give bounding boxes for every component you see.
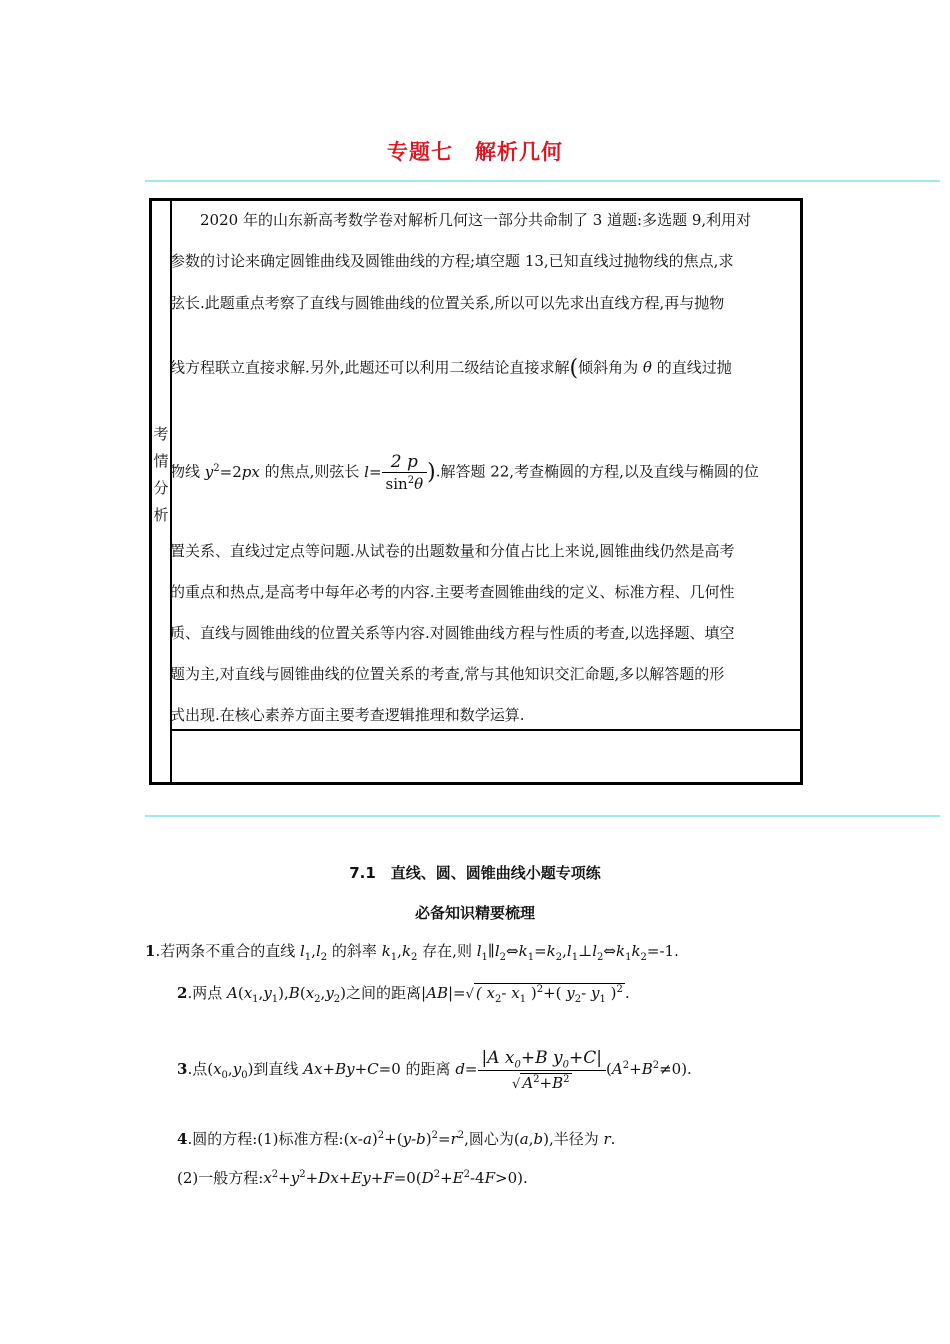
analysis-line: 的重点和热点,是高考中每年必考的内容.主要考查圆锥曲线的定义、标准方程、几何性 [170,583,735,601]
label-char: 析 [153,506,169,524]
knowledge-item-2: 2.两点 $A(x_1,y_1),B(x_2,y_2)$之间的距离|AB|=√ ( $x_2-$ $x_1$ )$^2$+( $y_2-$ $y_1$ )$^2$ . [177,984,630,1005]
analysis-text: .解答题 22,考查椭圆的方程,以及直线与椭圆的位 [435,462,759,481]
analysis-text: 的焦点,则弦长 [259,462,365,481]
label-char: 情 [153,452,169,470]
analysis-text: 倾斜角为 [578,358,639,377]
analysis-line: 2020 年的山东新高考数学卷对解析几何这一部分共命制了 3 道题:多选题 9,利用对 [200,211,752,229]
divider-bottom [145,815,940,817]
section-heading: 7.1 直线、圆、圆锥曲线小题专项练 [349,864,601,882]
analysis-label [152,421,170,529]
analysis-text: 的直线过抛 [656,358,732,377]
paren-close: ) [427,460,436,485]
knowledge-item-5: (2)一般方程$:x^2+y^2+Dx+Ey+F=0(D^2+E^2-4F>0)$. [177,1169,528,1187]
knowledge-item-3: 3.点$(x_0,y_0)$到直线 Ax+By+C=0 的距离 d= $\frac{|A x_0+B y_0+C|}{√ A^2+B^2}$ $(A^2+B^2\ne 0)$. [177,1048,692,1093]
analysis-line: 参数的讨论来确定圆锥曲线及圆锥曲线的方程;填空题 13,已知直线过抛物线的焦点,求 [170,252,734,270]
analysis-text: 物线 [170,462,205,481]
analysis-line: 置关系、直线过定点等问题.从试卷的出题数量和分值占比上来说,圆锥曲线仍然是高考 [170,542,735,560]
analysis-line: 题为主,对直线与圆锥曲线的位置关系的考查,常与其他知识交汇命题,多以解答题的形 [170,665,725,683]
box-row-divider [170,729,800,731]
formula-parabola: $y^2=2px$ [204,462,260,481]
label-char: 考 [153,425,169,443]
page-title: 专题七 解析几何 [387,140,563,164]
section-subheading: 必备知识精要梳理 [414,904,535,922]
formula-chord: l= $\frac{2 p}{\sin^2\theta}$ [364,463,427,481]
analysis-line: 弦长.此题重点考察了直线与圆锥曲线的位置关系,所以可以先求出直线方程,再与抛物 [170,294,725,312]
paren-open: ( [569,356,579,381]
analysis-line [170,452,795,493]
analysis-line: 式出现.在核心素养方面主要考查逻辑推理和数学运算. [170,706,525,724]
knowledge-item-4: 4.圆的方程:(1)标准方程$:(x-a)^2+(y-b)^2=r^2$,圆心为(a,b),半径为 r. [177,1130,616,1148]
label-char: 分 [153,479,169,497]
knowledge-item-1: 1.若两条不重合的直线 $l_1,l_2$ 的斜率 $k_1,k_2$ 存在,则 $l_1\parallel l_2\Leftrightarrow k_1=k_2,l_1\perp l_2\Leftrightarrow k_1k_2=-1$. [145,942,679,963]
analysis-line: 质、直线与圆锥曲线的位置关系等内容.对圆锥曲线方程与性质的考查,以选择题、填空 [170,624,735,642]
analysis-line: 线方程联立直接求解.另外,此题还可以利用二级结论直接求解(倾斜角为 θ 的直线过抛 [170,356,732,381]
divider-top [145,180,940,182]
analysis-text: 线方程联立直接求解.另外,此题还可以利用二级结论直接求解 [170,358,570,377]
